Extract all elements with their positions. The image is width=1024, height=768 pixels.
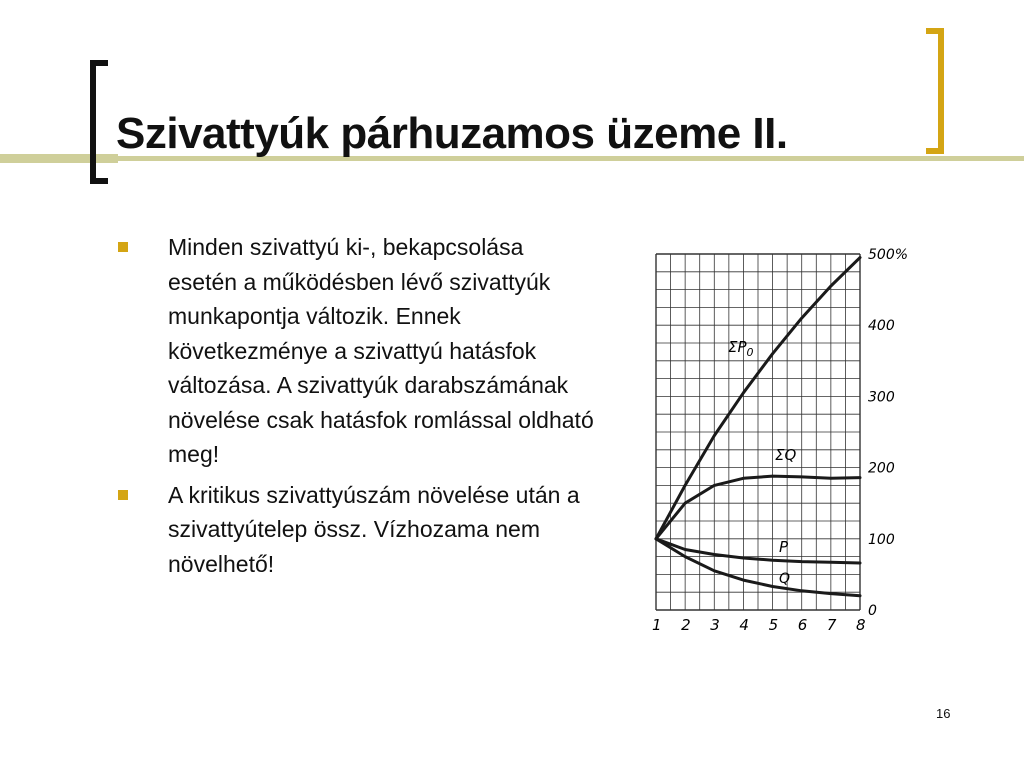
series-label-sum-q-main: Q: [784, 446, 797, 464]
x-tick-label: 5: [768, 616, 779, 634]
series-label-sum-p0-main: P: [737, 338, 747, 356]
series-label-p: P: [779, 538, 789, 556]
x-tick-label: 4: [739, 616, 749, 634]
series-label-q: Q: [779, 571, 791, 587]
square-bullet-icon: [118, 490, 128, 500]
bullet-item: [118, 478, 598, 582]
left-bracket-decoration: [90, 60, 108, 184]
bullet-item: [118, 230, 598, 472]
series-label-sum-q: [775, 446, 796, 464]
x-tick-label: 1: [652, 616, 662, 634]
bullet-text: Minden szivattyú ki-, bekapcsolása esetén a működésben lévő szivattyúk munkapontja változik. Ennek következménye a szivattyú hatásfok változása. A szivattyúk darabszámának növelése csak hatásfok romlással oldható meg!: [168, 234, 594, 467]
y-tick-label: 0: [868, 603, 877, 619]
bullet-list: [118, 230, 598, 587]
series-label-sum-q-sigma: Σ: [775, 446, 785, 464]
x-tick-label: 8: [856, 616, 866, 634]
x-tick-label: 6: [797, 616, 808, 634]
bullet-text: A kritikus szivattyúszám növelése után a szivattyútelep össz. Vízhozama nem növelhető!: [168, 481, 580, 577]
x-tick-label: 3: [710, 616, 720, 634]
y-tick-label: 200: [868, 460, 895, 477]
y-tick-label: 100: [868, 531, 895, 548]
chart-series-labels: [728, 338, 796, 587]
series-label-sum-p0-sub: 0: [746, 346, 754, 359]
x-tick-label: 7: [826, 616, 837, 634]
y-tick-label: 400: [868, 318, 895, 335]
y-tick-label: 300: [868, 389, 895, 406]
series-label-sum-p0: [728, 338, 754, 359]
square-bullet-icon: [118, 242, 128, 252]
pump-curves-chart: [642, 240, 922, 640]
right-bracket-decoration: [926, 28, 944, 154]
y-tick-label: 500%: [868, 247, 909, 263]
slide-title: Szivattyúk párhuzamos üzeme II.: [116, 109, 788, 158]
x-tick-label: 2: [681, 616, 691, 634]
page-number: 16: [936, 706, 951, 721]
series-label-sum-p0-sigma: Σ: [728, 338, 738, 356]
